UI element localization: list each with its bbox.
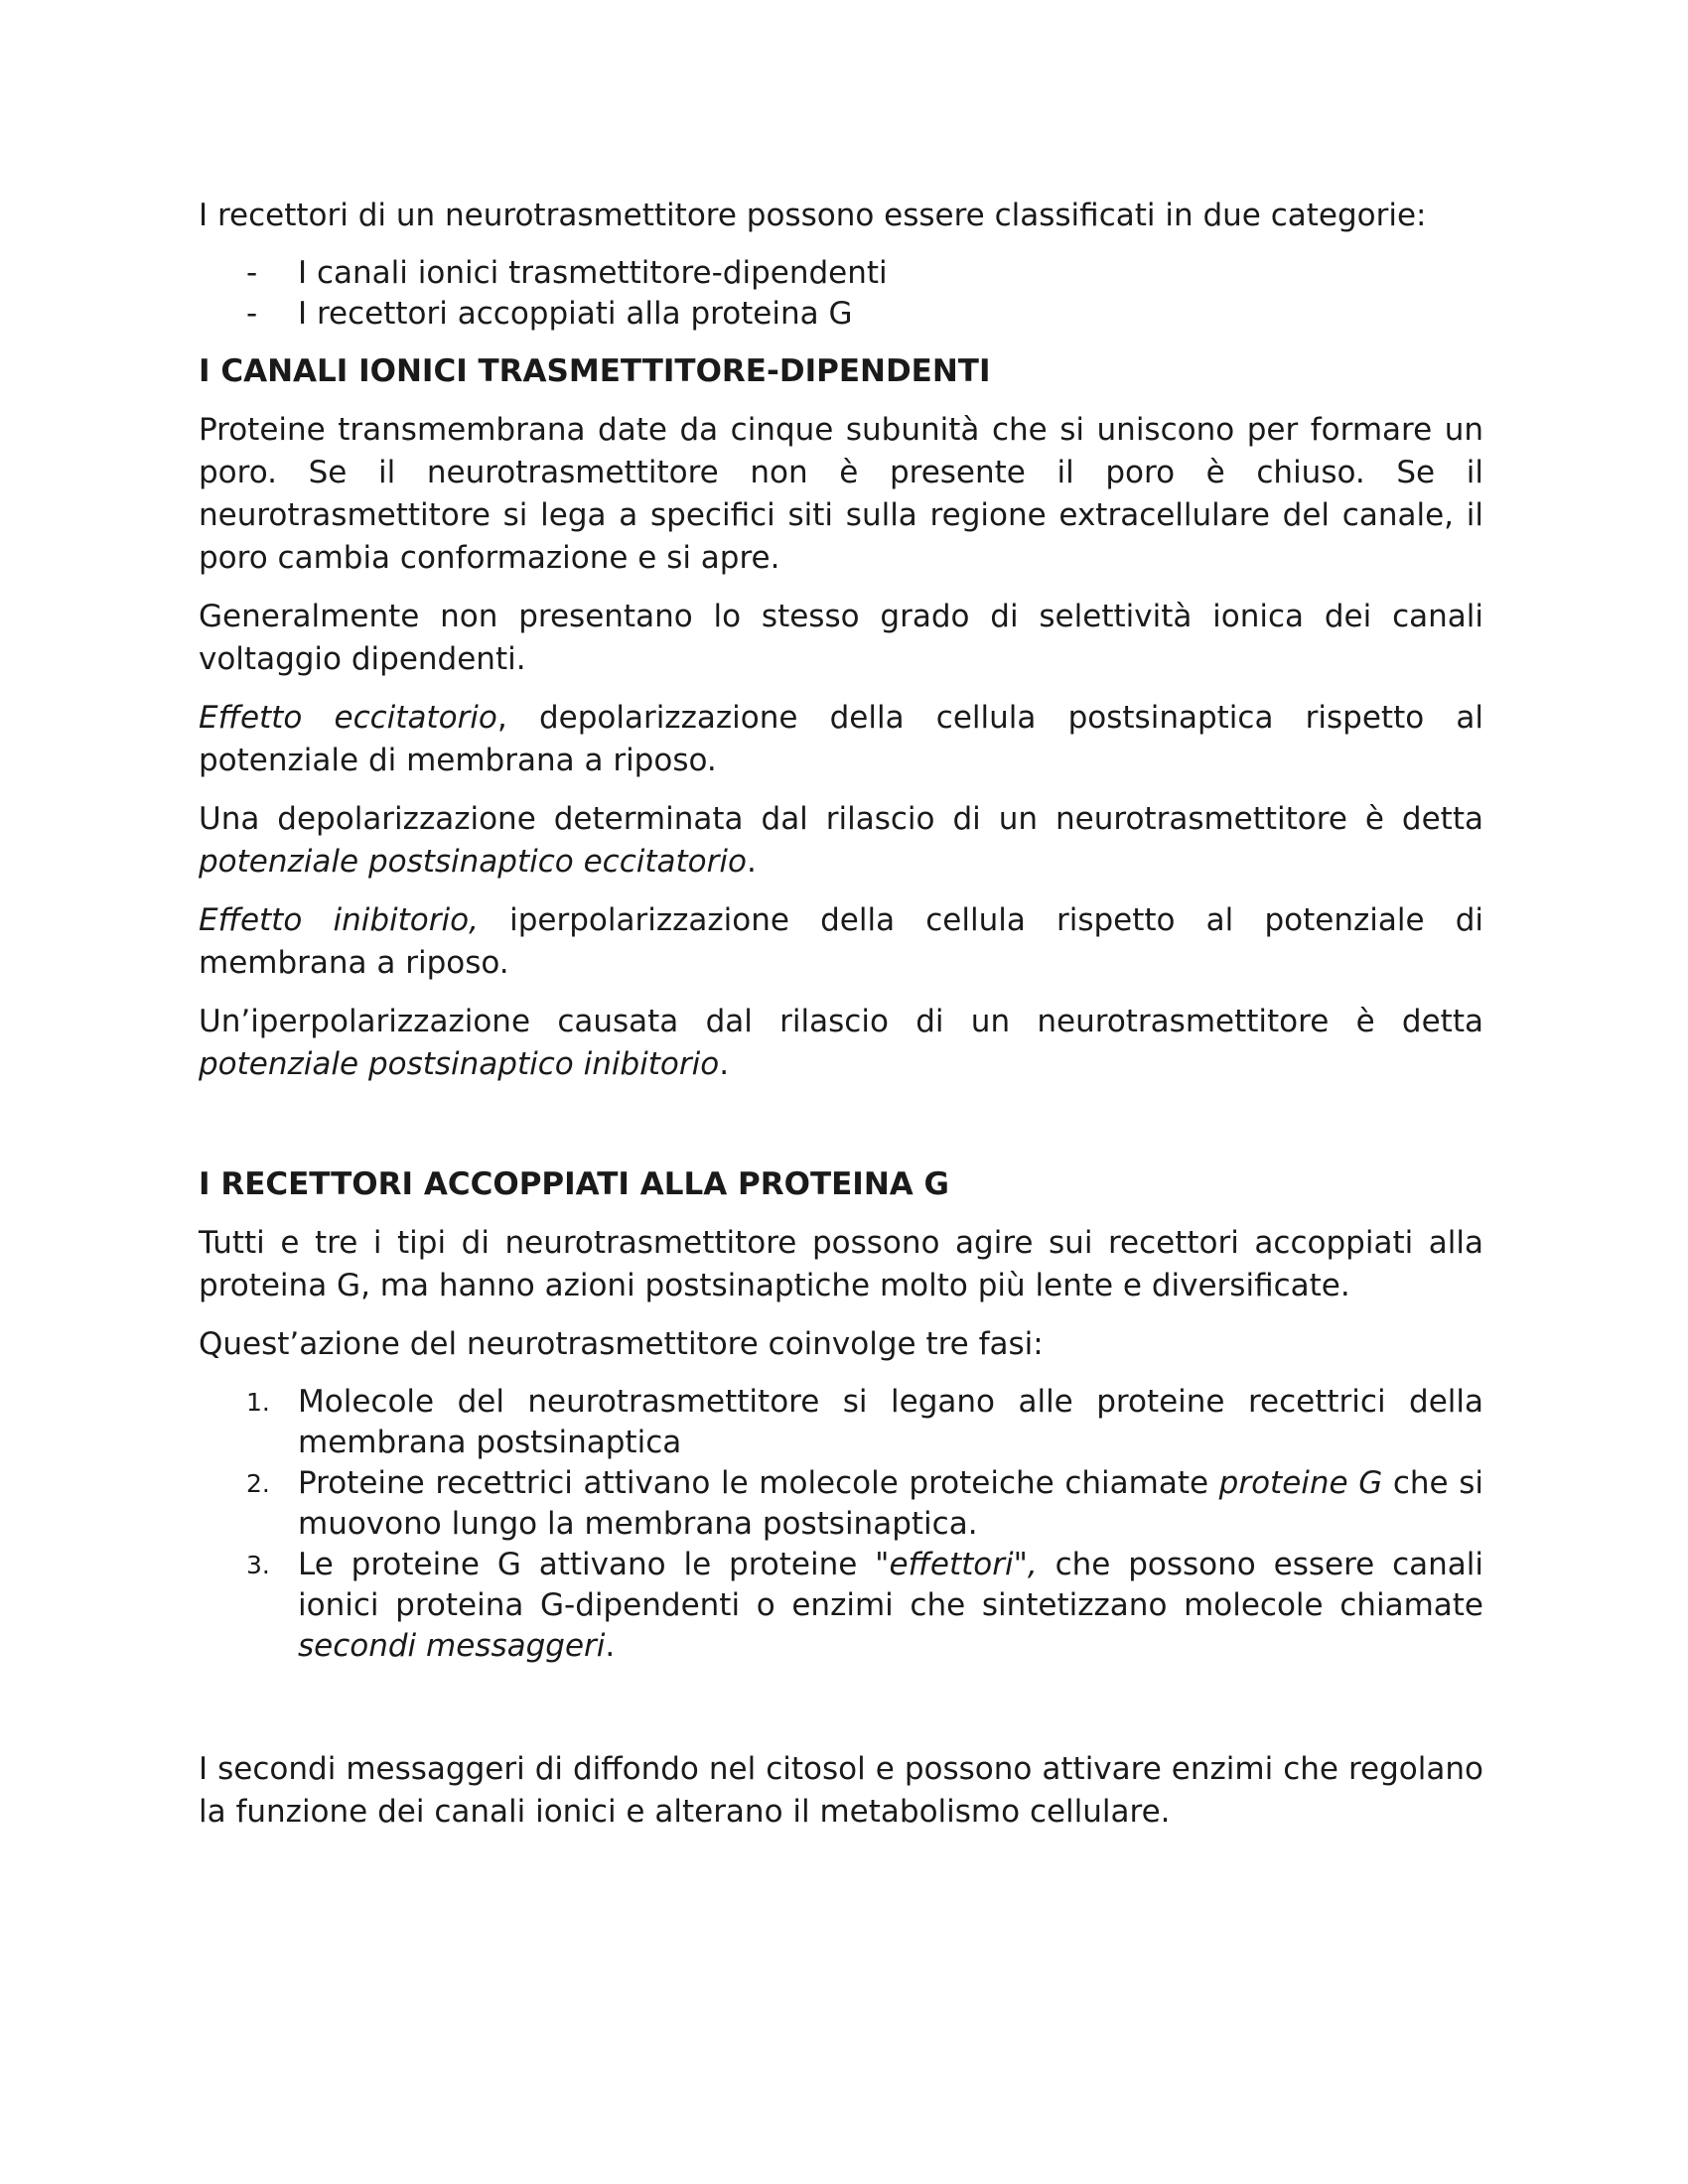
list-number: 3. (246, 1551, 270, 1579)
dash-bullet: - (246, 296, 258, 332)
list-item-text: Le proteine G attivano le proteine " (298, 1547, 890, 1582)
section-heading-recettori: I RECETTORI ACCOPPIATI ALLA PROTEINA G (199, 1166, 949, 1202)
paragraph-text: , depolarizzazione della cellula postsinaptica rispetto al potenziale di membrana a riposo. (199, 700, 1484, 778)
list-item-text: Molecole del neurotrasmettitore si legano alle proteine recettrici della membrana postsinaptica (298, 1384, 1483, 1460)
list-item (199, 294, 1483, 335)
emphasis: secondi messaggeri (298, 1628, 606, 1664)
list-item-text: I recettori accoppiati alla proteina G (298, 296, 853, 332)
paragraph-text: iperpolarizzazione della cellula rispetto al potenziale di membrana a riposo. (199, 902, 1483, 981)
emphasis: effettori", (889, 1547, 1038, 1582)
emphasis: Effetto inibitorio, (199, 902, 479, 938)
phases-list (199, 1382, 1483, 1667)
list-item-text: Proteine recettrici attivano le molecole proteiche chiamate (298, 1465, 1219, 1501)
paragraph: I secondi messaggeri di diffondo nel citosol e possono attivare enzimi che regolano la funzione dei canali ionici e alterano il metabolismo cellulare. (199, 1751, 1483, 1830)
document-page (199, 195, 1483, 1849)
paragraph-text: . (719, 1046, 730, 1082)
list-item-text: che possono essere canali ionici proteina G-dipendenti o enzimi che sintetizzano molecole chiamate (298, 1547, 1483, 1623)
paragraph: Tutti e tre i tipi di neurotrasmettitore possono agire sui recettori accoppiati alla proteina G, ma hanno azioni postsinaptiche molto più lente e diversificate. (199, 1225, 1483, 1303)
paragraph: Proteine transmembrana date da cinque subunità che si uniscono per formare un poro. Se il neurotrasmettitore non è presente il poro è chiuso. Se il neurotrasmettitore si lega a specifici siti sulla regione extracellulare del canale, il poro cambia conformazione e si apre. (199, 412, 1483, 576)
list-item-text: che si muovono lungo la membrana postsinaptica. (298, 1465, 1483, 1542)
list-number: 2. (246, 1469, 270, 1498)
paragraph (199, 899, 1483, 985)
paragraph-text: . (746, 844, 757, 880)
emphasis: proteine G (1218, 1465, 1383, 1501)
paragraph-text: Un’iperpolarizzazione causata dal rilascio di un neurotrasmettitore è detta (199, 1004, 1483, 1039)
list-item (199, 1463, 1483, 1545)
list-item (199, 253, 1483, 294)
section-heading-canali: I CANALI IONICI TRASMETTITORE-DIPENDENTI (199, 353, 991, 389)
intro-paragraph: I recettori di un neurotrasmettitore possono essere classificati in due categorie: (199, 198, 1427, 233)
list-number: 1. (246, 1388, 270, 1417)
dash-bullet: - (246, 255, 258, 291)
emphasis: potenziale postsinaptico inibitorio (199, 1046, 720, 1082)
paragraph: Generalmente non presentano lo stesso grado di selettività ionica dei canali voltaggio dipendenti. (199, 599, 1483, 677)
list-item (199, 1545, 1483, 1667)
emphasis: Effetto eccitatorio (199, 700, 497, 736)
paragraph (199, 697, 1483, 782)
list-item-text: I canali ionici trasmettitore-dipendenti (298, 255, 888, 291)
category-list (199, 253, 1483, 335)
emphasis: potenziale postsinaptico eccitatorio (199, 844, 747, 880)
paragraph (199, 798, 1483, 884)
paragraph-text: Una depolarizzazione determinata dal rilascio di un neurotrasmettitore è detta (199, 801, 1483, 837)
paragraph: Quest’azione del neurotrasmettitore coinvolge tre fasi: (199, 1326, 1044, 1362)
list-item (199, 1382, 1483, 1463)
list-item-text: . (605, 1628, 616, 1664)
paragraph (199, 1001, 1483, 1086)
